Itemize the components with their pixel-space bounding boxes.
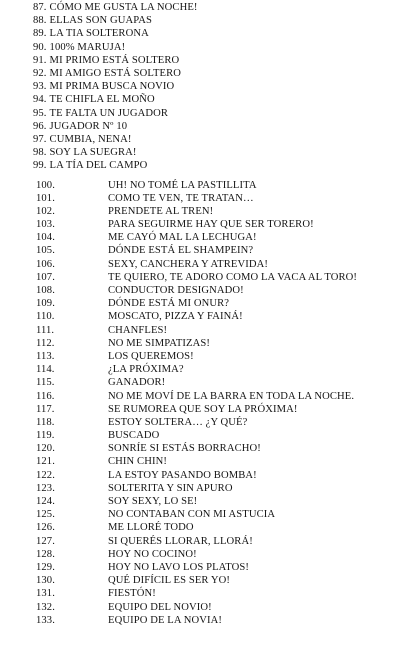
list-item	[33, 146, 198, 159]
item-number: 99.	[33, 160, 47, 172]
item-text: SI QUERÉS LLORAR, LLORÁ!	[108, 535, 253, 547]
item-number: 97.	[33, 133, 47, 145]
item-number: 106.	[36, 258, 55, 270]
phrase-list-top	[33, 1, 198, 172]
item-number: 121.	[36, 456, 55, 468]
item-number: 89.	[33, 28, 47, 40]
item-text: HOY NO LAVO LOS PLATOS!	[108, 561, 250, 573]
item-number: 126.	[36, 522, 55, 534]
item-number: 122.	[36, 469, 55, 481]
item-number: 103.	[36, 219, 55, 231]
item-text: CONDUCTOR DESIGNADO!	[108, 285, 244, 296]
item-text: SOY SEXY, LO SE!	[108, 496, 198, 507]
item-number: 87.	[33, 2, 47, 13]
item-number: 108.	[36, 285, 55, 296]
list-item	[33, 54, 198, 67]
item-number: 127.	[36, 535, 55, 547]
list-item	[33, 14, 198, 27]
item-number: 100.	[36, 179, 55, 191]
item-text: GANADOR!	[108, 377, 166, 389]
item-number: 128.	[36, 548, 55, 560]
item-text: SEXY, CANCHERA Y ATREVIDA!	[108, 258, 268, 270]
item-text: DÓNDE ESTÁ MI ONUR?	[108, 298, 230, 310]
item-text: PARA SEGUIRME HAY QUE SER TORERO!	[108, 219, 314, 231]
item-number: 111.	[36, 324, 55, 336]
item-text: TE CHIFLA EL MOÑO	[49, 94, 155, 106]
item-text: CÓMO ME GUSTA LA NOCHE!	[49, 2, 198, 13]
item-number: 131.	[36, 588, 55, 600]
item-number: 132.	[36, 601, 55, 613]
item-text: LOS QUEREMOS!	[108, 350, 194, 362]
item-text: MI AMIGO ESTÁ SOLTERO	[49, 67, 182, 79]
item-text: TE FALTA UN JUGADOR	[49, 107, 169, 119]
item-text: ¿LA PRÓXIMA?	[108, 364, 184, 376]
item-number: 92.	[33, 67, 47, 79]
list-item	[33, 27, 198, 40]
list-item	[33, 159, 198, 172]
list-item	[33, 93, 198, 106]
item-text: COMO TE VEN, TE TRATAN…	[108, 192, 254, 204]
item-text: EQUIPO DEL NOVIO!	[108, 601, 212, 613]
item-number: 109.	[36, 298, 55, 310]
item-number: 96.	[33, 120, 47, 132]
item-number: 113.	[36, 350, 55, 362]
item-number: 124.	[36, 496, 55, 507]
item-number: 114.	[36, 364, 55, 376]
item-text: CUMBIA, NENA!	[49, 133, 132, 145]
item-number: 104.	[36, 232, 55, 244]
item-number: 93.	[33, 81, 47, 93]
item-number: 133.	[36, 614, 55, 626]
item-number: 105.	[36, 245, 55, 257]
item-text: SOLTERITA Y SIN APURO	[108, 482, 233, 494]
item-text: EQUIPO DE LA NOVIA!	[108, 614, 223, 626]
list-item	[33, 133, 198, 146]
item-text: ME LLORÉ TODO	[108, 522, 194, 534]
item-number: 102.	[36, 205, 55, 217]
item-text: CHIN CHIN!	[108, 456, 167, 468]
list-item	[33, 80, 198, 93]
item-text: PRENDETE AL TREN!	[108, 205, 214, 217]
item-text: LA ESTOY PASANDO BOMBA!	[108, 469, 257, 481]
item-text: NO ME MOVÍ DE LA BARRA EN TODA LA NOCHE.	[108, 390, 355, 402]
item-text: DÓNDE ESTÁ EL SHAMPEIN?	[108, 245, 254, 257]
list-item	[33, 67, 198, 80]
item-text: SONRÍE SI ESTÁS BORRACHO!	[108, 443, 261, 455]
item-number: 116.	[36, 390, 55, 402]
list-item	[33, 41, 198, 54]
item-number: 107.	[36, 271, 55, 283]
item-text: NO CONTABAN CON MI ASTUCIA	[108, 509, 276, 521]
item-text: MI PRIMO ESTÁ SOLTERO	[49, 54, 180, 66]
item-number: 90.	[33, 41, 47, 53]
item-number: 110.	[36, 311, 55, 323]
item-text: ELLAS SON GUAPAS	[49, 15, 153, 27]
item-text: UH! NO TOMÉ LA PASTILLITA	[108, 179, 257, 191]
list-item	[33, 1, 198, 14]
list-item	[33, 107, 198, 120]
item-number: 123.	[36, 482, 55, 494]
list-item	[33, 120, 198, 133]
item-number: 101.	[36, 192, 55, 204]
item-text: SE RUMOREA QUE SOY LA PRÓXIMA!	[108, 403, 298, 415]
item-text: FIESTÓN!	[108, 588, 156, 600]
item-number: 118.	[36, 416, 55, 428]
item-text: MI PRIMA BUSCA NOVIO	[49, 81, 175, 93]
item-text: CHANFLES!	[108, 324, 168, 336]
item-number: 95.	[33, 107, 47, 119]
item-number: 91.	[33, 54, 47, 66]
item-text: LA TÍA DEL CAMPO	[49, 160, 148, 172]
item-text: LA TIA SOLTERONA	[49, 28, 149, 40]
item-number: 94.	[33, 94, 47, 106]
item-text: ESTOY SOLTERA… ¿Y QUÉ?	[108, 416, 248, 428]
item-text: ME CAYÓ MAL LA LECHUGA!	[108, 232, 257, 244]
item-number: 98.	[33, 147, 47, 159]
item-text: JUGADOR Nº 10	[49, 120, 128, 132]
item-text: TE QUIERO, TE ADORO COMO LA VACA AL TORO!	[108, 271, 358, 283]
item-text: QUÉ DIFÍCIL ES SER YO!	[108, 575, 231, 587]
item-text: MOSCATO, PIZZA Y FAINÁ!	[108, 311, 243, 323]
item-number: 88.	[33, 15, 47, 27]
item-number: 125.	[36, 509, 55, 521]
item-number: 120.	[36, 443, 55, 455]
item-number: 112.	[36, 337, 55, 349]
item-number: 129.	[36, 561, 55, 573]
item-number: 130.	[36, 575, 55, 587]
item-number: 119.	[36, 430, 55, 442]
item-text: SOY LA SUEGRA!	[49, 147, 137, 159]
item-number: 117.	[36, 403, 55, 415]
item-text: 100% MARUJA!	[49, 41, 126, 53]
item-text: HOY NO COCINO!	[108, 548, 197, 560]
item-text: BUSCADO	[108, 430, 160, 442]
item-text: NO ME SIMPATIZAS!	[108, 337, 210, 349]
item-number: 115.	[36, 377, 55, 389]
